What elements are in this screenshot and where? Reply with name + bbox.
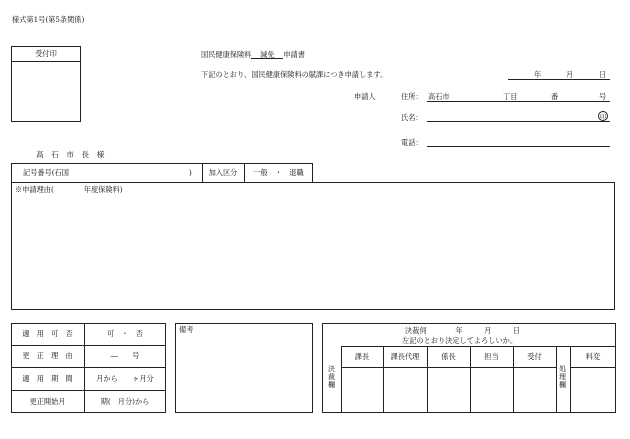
- record-number-close: ): [189, 168, 192, 177]
- address-label: 住所：: [401, 92, 423, 101]
- fee-change-label: 料変: [585, 351, 601, 361]
- phone-label: 電話：: [401, 138, 423, 147]
- enroll-value: 一般 ・ 退職: [253, 168, 304, 178]
- col-staff: 担当: [484, 351, 499, 361]
- enroll-label: 加入区分: [208, 168, 238, 178]
- approval-side-label: 決 裁 欄: [328, 365, 335, 390]
- address-chome: 丁目: [503, 92, 518, 101]
- addressee: 高 石 市 長 様: [36, 150, 105, 159]
- remarks-label: 備考: [179, 325, 194, 334]
- name-label: 氏名：: [401, 113, 423, 122]
- row-label-start-month: 更正開始月: [29, 396, 66, 406]
- row-value-start-month: 期( 月分)から: [100, 396, 150, 406]
- approval-header-line2: 左記のとおり決定してよろしいか。: [402, 336, 518, 345]
- col-section-chief: 課長: [354, 351, 370, 361]
- form-number: 様式第1号(第5条関係): [12, 15, 85, 24]
- reason-box: [11, 182, 615, 310]
- row-value-period: 月から ヶ月分: [96, 373, 154, 383]
- date-year: 年: [534, 70, 542, 79]
- address-ban: 番: [551, 92, 559, 101]
- reason-label: ※申請理由( 年度保険料): [15, 185, 123, 194]
- address-city: 高石市: [428, 92, 450, 101]
- row-label-applicability: 適 用 可 否: [22, 329, 73, 339]
- row-value-applicability: 可 ・ 否: [107, 329, 143, 339]
- approval-header-line1: 決裁伺 年 月 日: [405, 326, 521, 335]
- row-label-correction-reason: 更 正 理 由: [22, 351, 73, 361]
- remarks-box: [175, 323, 313, 413]
- row-value-correction-reason: ― 号: [110, 351, 140, 361]
- row-label-period: 適 用 期 間: [22, 373, 73, 383]
- address-go: 号: [599, 92, 607, 101]
- receipt-stamp-label: 受付印: [35, 49, 57, 59]
- intro-text: 下記のとおり、国民健康保険料の賦課につき申請します。: [201, 70, 388, 79]
- seal-mark: 印: [598, 111, 608, 121]
- date-day: 日: [599, 70, 607, 79]
- date-month: 月: [566, 70, 574, 79]
- col-deputy-chief: 課長代理: [390, 351, 420, 361]
- process-label: 処 理 欄: [559, 365, 566, 390]
- title-exemption: 減免: [251, 51, 283, 59]
- col-reception: 受付: [527, 351, 542, 361]
- col-subsection-chief: 係長: [441, 351, 456, 361]
- applicant-label: 申請人: [354, 92, 376, 101]
- record-number-label: 記号番号(石国: [23, 168, 69, 177]
- form-title: 国民健康保険料 減免 申請書: [201, 50, 305, 59]
